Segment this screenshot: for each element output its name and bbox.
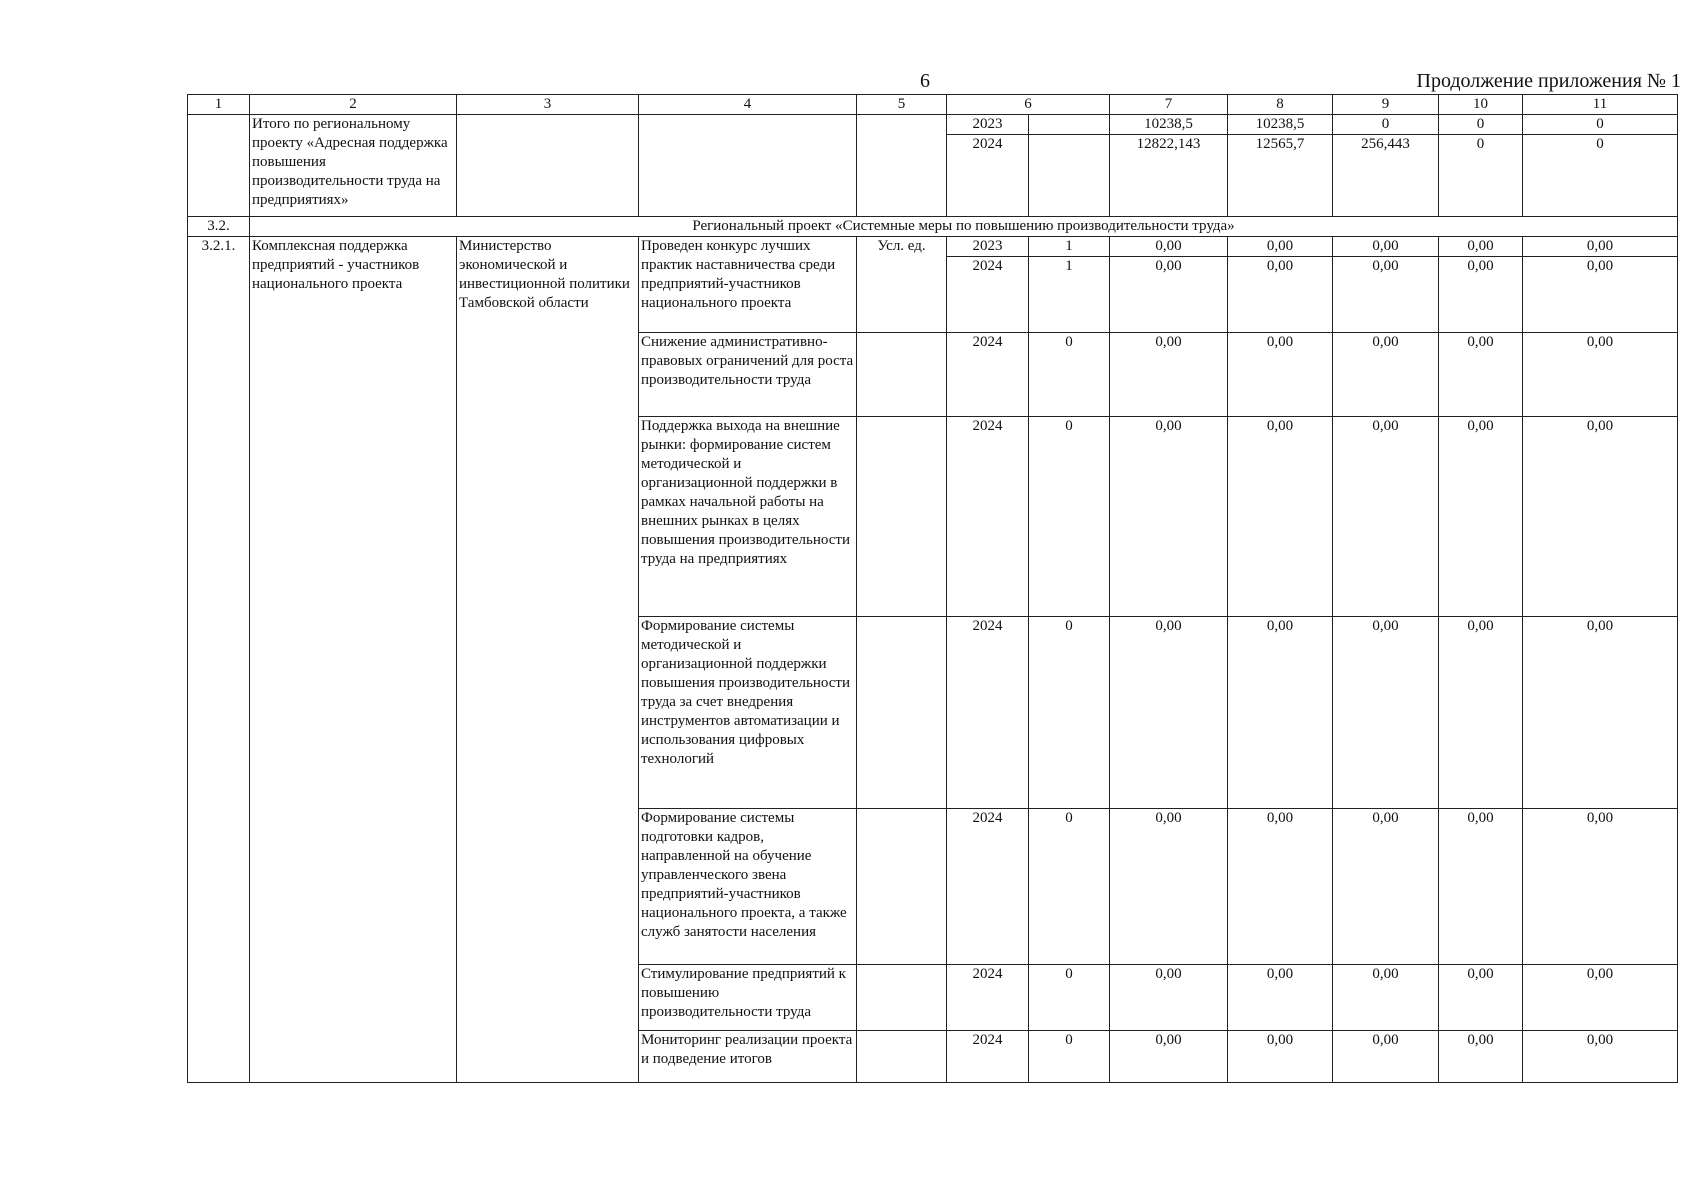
header-cell: 2 — [250, 95, 457, 115]
page-number: 6 — [920, 70, 930, 92]
year-cell: 2024 — [947, 417, 1029, 617]
year-cell: 2024 — [947, 809, 1029, 965]
value-cell: 0,00 — [1333, 417, 1439, 617]
value-cell: 0,00 — [1110, 237, 1228, 257]
value-cell: 12565,7 — [1228, 135, 1333, 217]
indicator-name: Проведен конкурс лучших практик наставничества среди предприятий-участников национального проекта — [639, 237, 857, 333]
table-row — [188, 237, 1678, 257]
value-cell: 0,00 — [1523, 809, 1678, 965]
year-cell: 2024 — [947, 257, 1029, 333]
indicator-value: 0 — [1029, 1031, 1110, 1083]
header-cell: 9 — [1333, 95, 1439, 115]
value-cell: 0,00 — [1439, 257, 1523, 333]
item-number: 3.2.1. — [188, 237, 250, 1083]
header-cell: 6 — [947, 95, 1110, 115]
value-cell: 0,00 — [1228, 417, 1333, 617]
indicator-name: Формирование системы методической и организационной поддержки повышения производительности труда за счет внедрения инструментов автоматизации и использования цифровых технологий — [639, 617, 857, 809]
value-cell: 0 — [1439, 135, 1523, 217]
value-cell: 0,00 — [1523, 1031, 1678, 1083]
section-number: 3.2. — [188, 217, 250, 237]
header-cell: 1 — [188, 95, 250, 115]
value-cell: 0,00 — [1439, 1031, 1523, 1083]
year-cell: 2023 — [947, 115, 1029, 135]
indicator-unit — [857, 417, 947, 617]
budget-table — [187, 94, 1678, 1083]
indicator-unit — [857, 965, 947, 1031]
indicator-name: Стимулирование предприятий к повышению производительности труда — [639, 965, 857, 1031]
indicator-unit: Усл. ед. — [857, 237, 947, 333]
value-cell: 0,00 — [1228, 1031, 1333, 1083]
year-cell: 2023 — [947, 237, 1029, 257]
value-cell: 0,00 — [1110, 809, 1228, 965]
value-cell: 0 — [1523, 115, 1678, 135]
header-cell: 7 — [1110, 95, 1228, 115]
value-cell: 10238,5 — [1228, 115, 1333, 135]
value-cell: 0,00 — [1110, 257, 1228, 333]
value-cell: 0,00 — [1333, 617, 1439, 809]
value-cell: 0,00 — [1439, 333, 1523, 417]
value-cell: 0,00 — [1110, 965, 1228, 1031]
header-cell: 5 — [857, 95, 947, 115]
value-cell: 0,00 — [1228, 333, 1333, 417]
header-cell: 11 — [1523, 95, 1678, 115]
table-row — [188, 115, 1678, 135]
header-cell: 10 — [1439, 95, 1523, 115]
value-cell: 0,00 — [1439, 965, 1523, 1031]
value-cell: 0 — [1439, 115, 1523, 135]
indicator-name: Поддержка выхода на внешние рынки: формирование систем методической и организационной поддержки в рамках начальной работы на внешних рынках в целях повышения производительности труда на предприятиях — [639, 417, 857, 617]
year-cell: 2024 — [947, 1031, 1029, 1083]
value-cell: 0,00 — [1523, 237, 1678, 257]
value-cell: 0,00 — [1333, 333, 1439, 417]
year-cell: 2024 — [947, 135, 1029, 217]
value-cell: 0,00 — [1439, 809, 1523, 965]
value-cell: 256,443 — [1333, 135, 1439, 217]
indicator-value: 1 — [1029, 237, 1110, 257]
indicator-unit — [857, 617, 947, 809]
value-cell: 0,00 — [1333, 965, 1439, 1031]
value-cell: 0,00 — [1523, 617, 1678, 809]
indicator-unit — [857, 1031, 947, 1083]
year-cell: 2024 — [947, 965, 1029, 1031]
value-cell: 0,00 — [1523, 257, 1678, 333]
year-cell: 2024 — [947, 617, 1029, 809]
value-cell: 0,00 — [1110, 417, 1228, 617]
year-cell: 2024 — [947, 333, 1029, 417]
value-cell: 0,00 — [1523, 333, 1678, 417]
indicator-unit — [857, 809, 947, 965]
value-cell: 0,00 — [1523, 417, 1678, 617]
value-cell: 0,00 — [1110, 1031, 1228, 1083]
header-cell: 4 — [639, 95, 857, 115]
indicator-name: Мониторинг реализации проекта и подведение итогов — [639, 1031, 857, 1083]
value-cell: 0,00 — [1110, 333, 1228, 417]
indicator-name: Формирование системы подготовки кадров, направленной на обучение управленческого звена предприятий-участников национального проекта, а также служб занятости населения — [639, 809, 857, 965]
item-executor: Министерство экономической и инвестиционной политики Тамбовской области — [457, 237, 639, 1083]
header-cell: 8 — [1228, 95, 1333, 115]
value-cell: 0,00 — [1228, 257, 1333, 333]
value-cell: 0,00 — [1333, 257, 1439, 333]
value-cell: 0,00 — [1439, 617, 1523, 809]
value-cell: 0,00 — [1228, 809, 1333, 965]
indicator-value: 0 — [1029, 809, 1110, 965]
indicator-value: 1 — [1029, 257, 1110, 333]
value-cell: 0 — [1523, 135, 1678, 217]
indicator-name: Снижение административно-правовых ограничений для роста производительности труда — [639, 333, 857, 417]
indicator-value: 0 — [1029, 417, 1110, 617]
indicator-value: 0 — [1029, 617, 1110, 809]
value-cell: 0 — [1333, 115, 1439, 135]
indicator-unit — [857, 333, 947, 417]
value-cell: 12822,143 — [1110, 135, 1228, 217]
value-cell: 0,00 — [1439, 417, 1523, 617]
value-cell: 0,00 — [1523, 965, 1678, 1031]
header-row — [188, 95, 1678, 115]
value-cell: 0,00 — [1333, 237, 1439, 257]
continuation-title: Продолжение приложения № 1 — [1416, 70, 1681, 92]
value-cell: 10238,5 — [1110, 115, 1228, 135]
value-cell: 0,00 — [1333, 1031, 1439, 1083]
header-cell: 3 — [457, 95, 639, 115]
section-row — [188, 217, 1678, 237]
value-cell: 0,00 — [1228, 617, 1333, 809]
indicator-value: 0 — [1029, 333, 1110, 417]
value-cell: 0,00 — [1228, 237, 1333, 257]
total-label: Итого по региональному проекту «Адресная поддержка повышения производительности труда на предприятиях» — [250, 115, 457, 217]
indicator-value: 0 — [1029, 965, 1110, 1031]
value-cell: 0,00 — [1333, 809, 1439, 965]
item-name: Комплексная поддержка предприятий - участников национального проекта — [250, 237, 457, 1083]
value-cell: 0,00 — [1228, 965, 1333, 1031]
value-cell: 0,00 — [1110, 617, 1228, 809]
value-cell: 0,00 — [1439, 237, 1523, 257]
section-title: Региональный проект «Системные меры по повышению производительности труда» — [250, 217, 1678, 237]
